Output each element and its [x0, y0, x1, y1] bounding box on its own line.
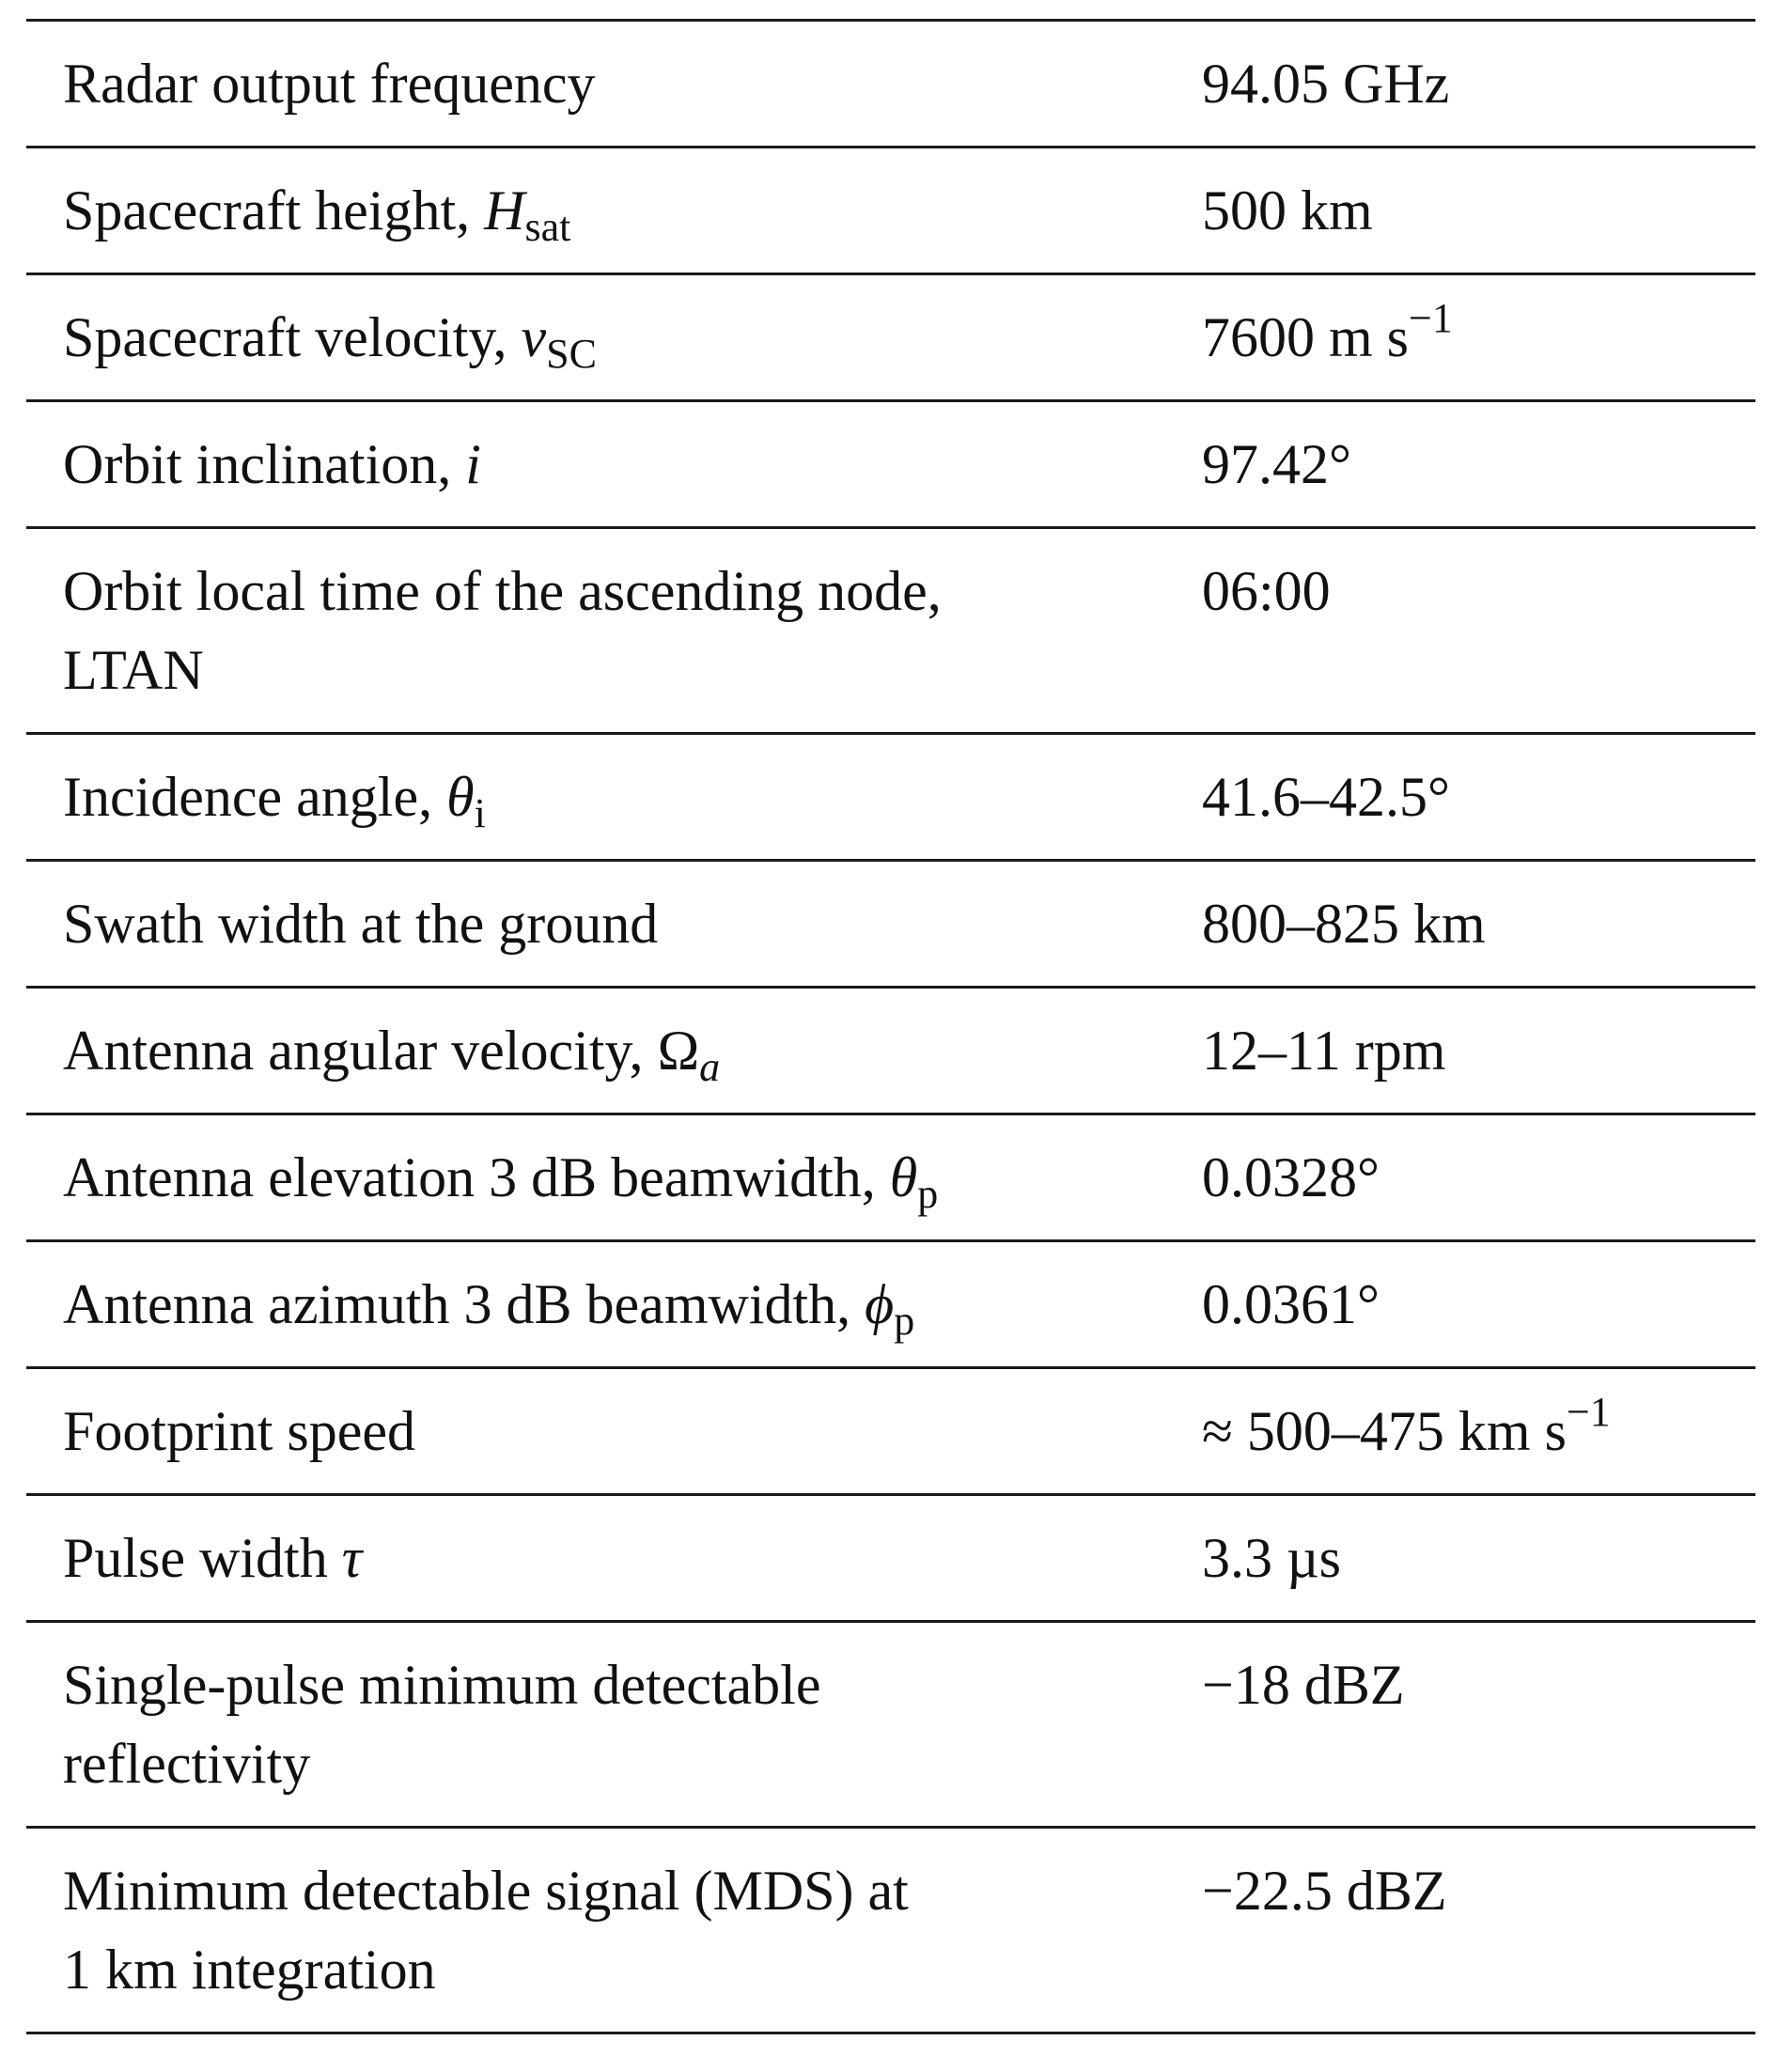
parameter-value: ≈ 500–475 km $s^{-1}$	[1202, 1389, 1611, 1462]
parameter-name: Orbit local time of the ascending node, LTAN	[63, 560, 942, 701]
table-row	[26, 734, 1755, 861]
table-row	[26, 1828, 1755, 2033]
table-row	[26, 861, 1755, 988]
parameter-symbol: ϕ	[865, 1273, 895, 1335]
parameter-value: 7600 m $s^{-1}$	[1202, 295, 1453, 368]
parameter-value: 500 km	[1202, 179, 1373, 241]
parameter-name: Antenna angular velocity, $\Omega_a$	[63, 1020, 721, 1090]
parameter-value: 97.42°	[1202, 433, 1351, 495]
parameter-name: Incidence angle, $\theta_i$	[63, 766, 486, 836]
parameter-value: 0.0328°	[1202, 1146, 1380, 1208]
table-row	[26, 21, 1755, 148]
parameter-name: Single-pulse minimum detectable reflectivity	[63, 1654, 821, 1795]
parameter-symbol: Ω	[657, 1020, 700, 1082]
parameter-value: 800–825 km	[1202, 893, 1486, 955]
table-row	[26, 988, 1755, 1114]
parameter-name: Footprint speed	[63, 1400, 415, 1462]
parameter-symbol: θ	[446, 766, 475, 828]
parameter-value: 12–11 rpm	[1202, 1020, 1446, 1082]
parameter-subscript: SC	[546, 331, 597, 377]
table-row	[26, 1368, 1755, 1495]
parameter-name: Orbit inclination, i	[63, 433, 481, 495]
parameter-name: Spacecraft height, $H_{sat}$	[63, 179, 571, 250]
parameter-value: 94.05 GHz	[1202, 53, 1450, 115]
parameter-name: Radar output frequency	[63, 53, 596, 115]
parameter-subscript: p	[894, 1298, 915, 1344]
parameter-value: −18 dBZ	[1202, 1654, 1405, 1716]
parameter-symbol: τ	[341, 1527, 363, 1589]
parameter-subscript: a	[699, 1044, 721, 1090]
parameter-name: Pulse width τ	[63, 1527, 363, 1589]
parameter-subscript: p	[917, 1171, 939, 1217]
parameter-symbol: v	[521, 306, 547, 368]
parameter-table	[26, 19, 1755, 2034]
parameter-value: 0.0361°	[1202, 1273, 1380, 1335]
parameter-value: 41.6–42.5°	[1202, 766, 1450, 828]
value-superscript: −1	[1566, 1389, 1611, 1435]
parameter-name: Minimum detectable signal (MDS) at 1 km integration	[63, 1860, 909, 2001]
table-row	[26, 1114, 1755, 1241]
parameter-name: Swath width at the ground	[63, 893, 659, 955]
table-row	[26, 401, 1755, 528]
table-row	[26, 274, 1755, 401]
parameter-value: 06:00	[1202, 560, 1331, 622]
table-row	[26, 1241, 1755, 1368]
table-row	[26, 1495, 1755, 1622]
parameter-name: Antenna azimuth 3 dB beamwidth, $\phi_p$	[63, 1273, 915, 1344]
parameter-value: 3.3 µs	[1202, 1527, 1341, 1589]
parameter-subscript: sat	[524, 204, 571, 250]
table-row	[26, 528, 1755, 734]
parameter-subscript: i	[474, 790, 486, 836]
table-row	[26, 148, 1755, 274]
parameter-name: Spacecraft velocity, $v_{SC}$	[63, 306, 597, 377]
parameter-name: Antenna elevation 3 dB beamwidth, $\theta_p$	[63, 1146, 939, 1217]
parameter-value: −22.5 dBZ	[1202, 1860, 1447, 1922]
parameter-symbol: i	[465, 433, 481, 495]
parameter-symbol: H	[484, 179, 525, 241]
table-row	[26, 1622, 1755, 1828]
value-superscript: −1	[1409, 295, 1453, 341]
parameter-symbol: θ	[889, 1146, 918, 1208]
